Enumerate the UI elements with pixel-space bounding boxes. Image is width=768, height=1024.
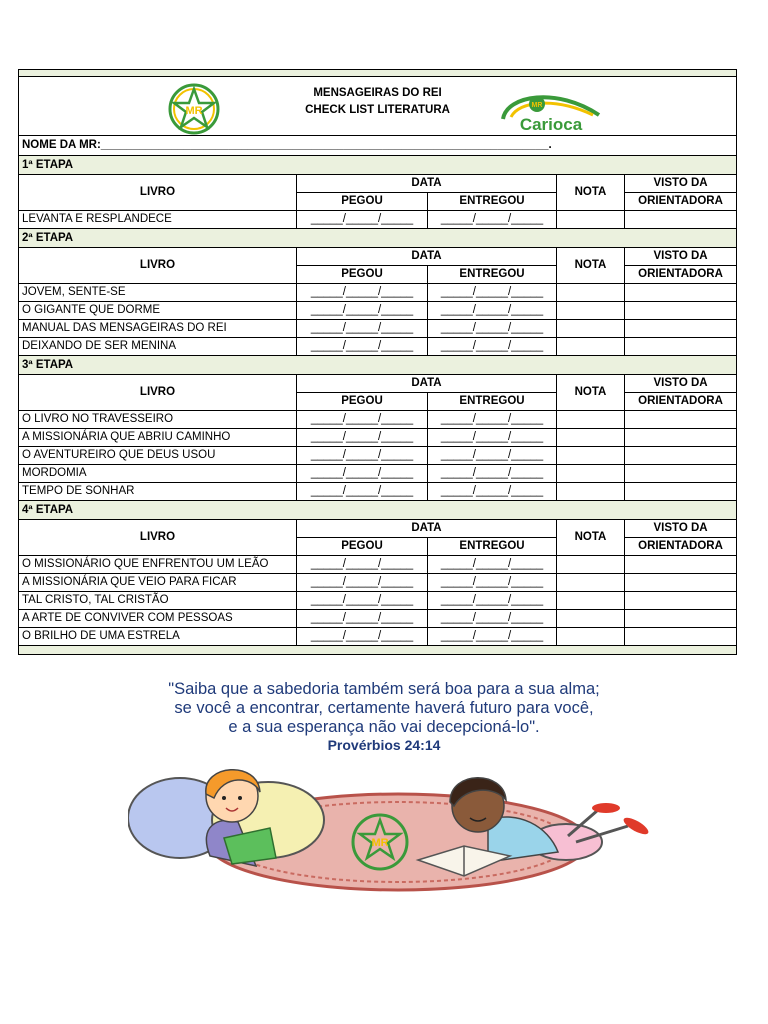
- carioca-logo-text: Carioca: [519, 115, 583, 133]
- took-column-header: PEGOU: [297, 193, 428, 211]
- visa-field[interactable]: [625, 429, 737, 447]
- visa-field[interactable]: [625, 628, 737, 646]
- stage-row: [19, 356, 737, 375]
- name-row: [19, 136, 737, 156]
- stage-label: 2ª ETAPA: [19, 229, 737, 248]
- returned-date-field[interactable]: _____/_____/_____: [428, 302, 557, 320]
- visa-field[interactable]: [625, 284, 737, 302]
- returned-date-field[interactable]: _____/_____/_____: [428, 411, 557, 429]
- stage-row: [19, 229, 737, 248]
- date-column-header: DATA: [297, 520, 557, 538]
- book-title: A MISSIONÁRIA QUE ABRIU CAMINHO: [19, 429, 297, 447]
- carioca-logo-mr: MR: [531, 102, 543, 109]
- returned-date-field[interactable]: _____/_____/_____: [428, 320, 557, 338]
- date-column-header: DATA: [297, 248, 557, 266]
- took-date-field[interactable]: _____/_____/_____: [297, 628, 428, 646]
- visa-column-header: VISTO DA: [625, 248, 737, 266]
- visa-field[interactable]: [625, 447, 737, 465]
- visa-field[interactable]: [625, 411, 737, 429]
- book-title: O BRILHO DE UMA ESTRELA: [19, 628, 297, 646]
- book-title: O GIGANTE QUE DORME: [19, 302, 297, 320]
- grade-field[interactable]: [557, 628, 625, 646]
- returned-date-field[interactable]: _____/_____/_____: [428, 447, 557, 465]
- took-column-header: PEGOU: [297, 266, 428, 284]
- book-row: [19, 302, 737, 320]
- returned-date-field[interactable]: _____/_____/_____: [428, 284, 557, 302]
- returned-date-field[interactable]: _____/_____/_____: [428, 574, 557, 592]
- book-row: [19, 574, 737, 592]
- grade-field[interactable]: [557, 592, 625, 610]
- returned-column-header: ENTREGOU: [428, 393, 557, 411]
- book-row: [19, 211, 737, 229]
- grade-field[interactable]: [557, 302, 625, 320]
- took-date-field[interactable]: _____/_____/_____: [297, 284, 428, 302]
- returned-date-field[interactable]: _____/_____/_____: [428, 628, 557, 646]
- book-title: LEVANTA E RESPLANDECE: [19, 211, 297, 229]
- returned-date-field[interactable]: _____/_____/_____: [428, 465, 557, 483]
- date-column-header: DATA: [297, 375, 557, 393]
- book-title: A MISSIONÁRIA QUE VEIO PARA FICAR: [19, 574, 297, 592]
- took-date-field[interactable]: _____/_____/_____: [297, 610, 428, 628]
- book-row: [19, 483, 737, 501]
- returned-date-field[interactable]: _____/_____/_____: [428, 556, 557, 574]
- girls-reading-illustration: [128, 756, 658, 902]
- visa-field[interactable]: [625, 556, 737, 574]
- book-title: TAL CRISTO, TAL CRISTÃO: [19, 592, 297, 610]
- took-date-field[interactable]: _____/_____/_____: [297, 447, 428, 465]
- took-date-field[interactable]: _____/_____/_____: [297, 302, 428, 320]
- returned-date-field[interactable]: _____/_____/_____: [428, 429, 557, 447]
- took-date-field[interactable]: _____/_____/_____: [297, 556, 428, 574]
- date-column-header: DATA: [297, 175, 557, 193]
- column-header-row: [19, 520, 737, 538]
- quote-line-2: se você a encontrar, certamente haverá futuro para você,: [174, 699, 594, 717]
- book-title: TEMPO DE SONHAR: [19, 483, 297, 501]
- stage-row: [19, 156, 737, 175]
- top-band: [19, 70, 737, 77]
- returned-date-field[interactable]: _____/_____/_____: [428, 483, 557, 501]
- mr-logo-text: MR: [185, 105, 203, 117]
- bible-quote: [0, 680, 768, 754]
- took-date-field[interactable]: _____/_____/_____: [297, 574, 428, 592]
- visa-field[interactable]: [625, 465, 737, 483]
- returned-date-field[interactable]: _____/_____/_____: [428, 592, 557, 610]
- took-date-field[interactable]: _____/_____/_____: [297, 483, 428, 501]
- grade-field[interactable]: [557, 284, 625, 302]
- form-header: [19, 77, 737, 136]
- book-title: O AVENTUREIRO QUE DEUS USOU: [19, 447, 297, 465]
- book-row: [19, 338, 737, 356]
- visa-field[interactable]: [625, 483, 737, 501]
- book-title: MORDOMIA: [19, 465, 297, 483]
- stage-row: [19, 501, 737, 520]
- visa-column-header-2: ORIENTADORA: [625, 538, 737, 556]
- visa-column-header-2: ORIENTADORA: [625, 193, 737, 211]
- name-field[interactable]: NOME DA MR:______________________________________________________________________.: [19, 136, 737, 156]
- book-row: [19, 411, 737, 429]
- stage-label: 4ª ETAPA: [19, 501, 737, 520]
- carioca-logo: [497, 89, 605, 133]
- visa-column-header-2: ORIENTADORA: [625, 393, 737, 411]
- grade-field[interactable]: [557, 610, 625, 628]
- returned-date-field[interactable]: _____/_____/_____: [428, 338, 557, 356]
- form-title: MENSAGEIRAS DO REI: [313, 87, 442, 99]
- took-date-field[interactable]: _____/_____/_____: [297, 592, 428, 610]
- visa-column-header: VISTO DA: [625, 520, 737, 538]
- stage-label: 1ª ETAPA: [19, 156, 737, 175]
- quote-line-3: e a sua esperança não vai decepcioná-lo".: [228, 718, 540, 736]
- book-title: A ARTE DE CONVIVER COM PESSOAS: [19, 610, 297, 628]
- book-title: O MISSIONÁRIO QUE ENFRENTOU UM LEÃO: [19, 556, 297, 574]
- returned-date-field[interactable]: _____/_____/_____: [428, 610, 557, 628]
- grade-field[interactable]: [557, 320, 625, 338]
- book-row: [19, 465, 737, 483]
- grade-field[interactable]: [557, 483, 625, 501]
- grade-field[interactable]: [557, 574, 625, 592]
- column-header-row: [19, 175, 737, 193]
- took-date-field[interactable]: _____/_____/_____: [297, 429, 428, 447]
- took-date-field[interactable]: _____/_____/_____: [297, 411, 428, 429]
- book-column-header: LIVRO: [19, 248, 297, 284]
- book-title: DEIXANDO DE SER MENINA: [19, 338, 297, 356]
- grade-field[interactable]: [557, 465, 625, 483]
- book-column-header: LIVRO: [19, 175, 297, 211]
- visa-field[interactable]: [625, 320, 737, 338]
- visa-field[interactable]: [625, 592, 737, 610]
- column-header-row: [19, 248, 737, 266]
- book-row: [19, 628, 737, 646]
- visa-column-header: VISTO DA: [625, 375, 737, 393]
- took-date-field[interactable]: _____/_____/_____: [297, 338, 428, 356]
- grade-field[interactable]: [557, 429, 625, 447]
- took-column-header: PEGOU: [297, 538, 428, 556]
- grade-column-header: NOTA: [557, 520, 625, 556]
- returned-column-header: ENTREGOU: [428, 193, 557, 211]
- took-date-field[interactable]: _____/_____/_____: [297, 320, 428, 338]
- visa-field[interactable]: [625, 211, 737, 229]
- book-row: [19, 556, 737, 574]
- quote-line-1: "Saiba que a sabedoria também será boa para a sua alma;: [168, 680, 600, 698]
- book-row: [19, 429, 737, 447]
- book-row: [19, 610, 737, 628]
- grade-column-header: NOTA: [557, 248, 625, 284]
- returned-column-header: ENTREGOU: [428, 266, 557, 284]
- took-date-field[interactable]: _____/_____/_____: [297, 465, 428, 483]
- book-row: [19, 447, 737, 465]
- visa-field[interactable]: [625, 610, 737, 628]
- book-title: O LIVRO NO TRAVESSEIRO: [19, 411, 297, 429]
- grade-field[interactable]: [557, 411, 625, 429]
- book-row: [19, 284, 737, 302]
- bottom-band: [19, 646, 737, 655]
- visa-field[interactable]: [625, 338, 737, 356]
- grade-column-header: NOTA: [557, 375, 625, 411]
- grade-field[interactable]: [557, 447, 625, 465]
- book-row: [19, 320, 737, 338]
- book-title: MANUAL DAS MENSAGEIRAS DO REI: [19, 320, 297, 338]
- returned-column-header: ENTREGOU: [428, 538, 557, 556]
- checklist-table: [18, 69, 737, 655]
- rug-logo-text: MR: [371, 837, 389, 849]
- red-shoe-1: [592, 803, 620, 813]
- visa-column-header-2: ORIENTADORA: [625, 266, 737, 284]
- book-row: [19, 592, 737, 610]
- stage-label: 3ª ETAPA: [19, 356, 737, 375]
- grade-field[interactable]: [557, 338, 625, 356]
- took-column-header: PEGOU: [297, 393, 428, 411]
- column-header-row: [19, 375, 737, 393]
- visa-column-header: VISTO DA: [625, 175, 737, 193]
- took-date-field[interactable]: _____/_____/_____: [297, 211, 428, 229]
- quote-reference: Provérbios 24:14: [327, 737, 441, 753]
- grade-column-header: NOTA: [557, 175, 625, 211]
- book-column-header: LIVRO: [19, 520, 297, 556]
- form-subtitle: CHECK LIST LITERATURA: [305, 104, 450, 116]
- grade-field[interactable]: [557, 211, 625, 229]
- grade-field[interactable]: [557, 556, 625, 574]
- book-column-header: LIVRO: [19, 375, 297, 411]
- visa-field[interactable]: [625, 302, 737, 320]
- book-title: JOVEM, SENTE-SE: [19, 284, 297, 302]
- returned-date-field[interactable]: _____/_____/_____: [428, 211, 557, 229]
- visa-field[interactable]: [625, 574, 737, 592]
